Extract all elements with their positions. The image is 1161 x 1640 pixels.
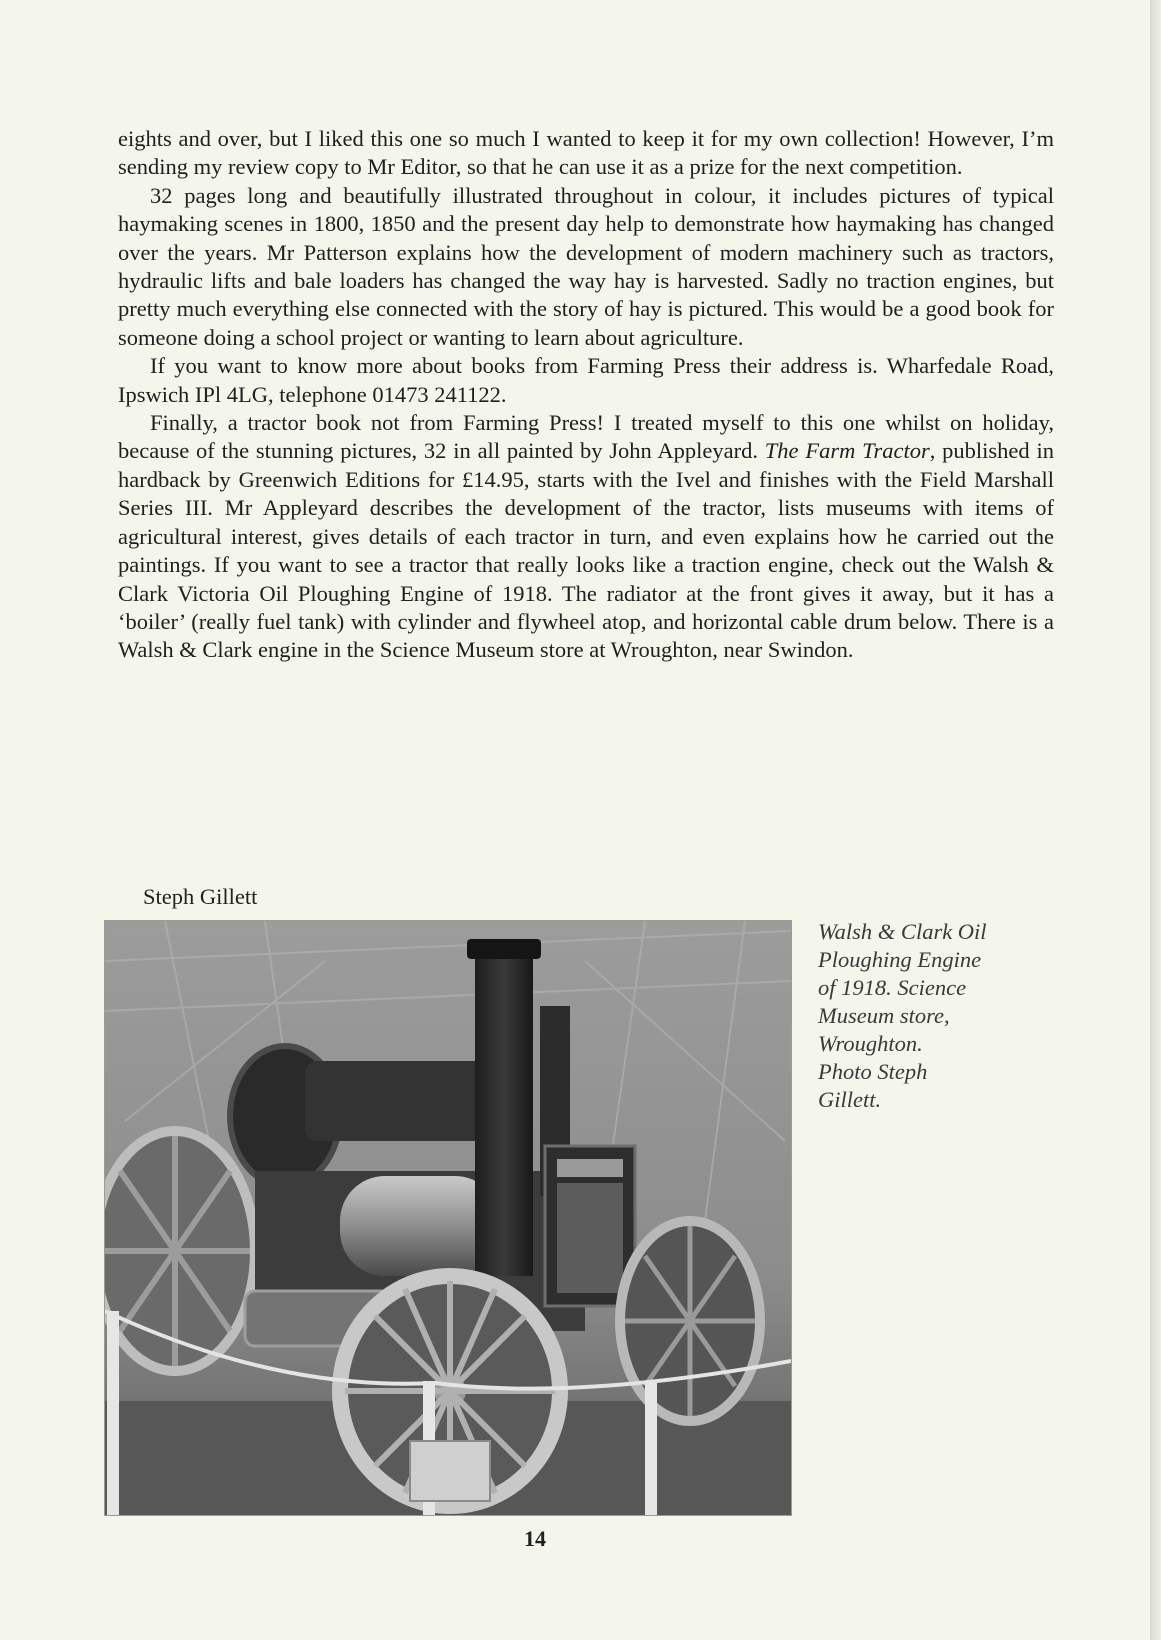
caption-line: Museum store, xyxy=(818,1003,950,1028)
page-number: 14 xyxy=(524,1526,546,1551)
article-body xyxy=(118,125,1054,665)
author-signature: Steph Gillett xyxy=(143,884,258,909)
caption-line: Gillett. xyxy=(818,1087,882,1112)
page-edge xyxy=(1150,0,1161,1640)
rear-wheel xyxy=(105,1131,255,1371)
paragraph-4 xyxy=(118,409,1054,665)
engine-photo xyxy=(104,920,792,1516)
caption-line: Photo Steph xyxy=(818,1059,928,1084)
photo-caption xyxy=(818,918,1048,1114)
paragraph-3: If you want to know more about books from Farming Press their address is. Wharfedale Road, Ipswich IPl 4LG, telephone 01473 241122. xyxy=(118,353,1054,407)
caption-line: of 1918. Science xyxy=(818,975,967,1000)
paragraph-4-part-2: , published in hardback by Greenwich Editions for £14.95, starts with the Ivel and finishes with the Field Marshall Series III. Mr Appleyard describes the development of the tractor, lists museums with items of agricultural interest, gives details of each tractor in turn, and even explains how he carried out the paintings. If you want to see a tractor that really looks like a traction engine, check out the Walsh & Clark Victoria Oil Ploughing Engine of 1918. The radiator at the front gives it away, but it has a ‘boiler’ (really fuel tank) with cylinder and flywheel atop, and horizontal cable drum below. There is a Walsh & Clark engine in the Science Museum store at Wroughton, near Swindon. xyxy=(118,438,1054,663)
caption-line: Walsh & Clark Oil xyxy=(818,919,987,944)
book-title: The Farm Tractor xyxy=(764,438,930,464)
caption-line: Wroughton. xyxy=(818,1031,923,1056)
paragraph-1: eights and over, but I liked this one so much I wanted to keep it for my own collection! However, I’m sending my review copy to Mr Editor, so that he can use it as a prize for the next competition. xyxy=(118,126,1054,180)
paragraph-4-part-1: Finally, a tractor book not from Farming Press! I treated myself to this one whilst on holiday, because of the stunning pictures, 32 in all painted by John Appleyard. xyxy=(118,410,1054,464)
paragraph-2: 32 pages long and beautifully illustrated throughout in colour, it includes pictures of typical haymaking scenes in 1800, 1850 and the present day help to demonstrate how haymaking has changed over the years. Mr Patterson explains how the development of modern machinery such as tractors, hydraulic lifts and bale loaders has changed the way hay is harvested. Sadly no traction engines, but pretty much everything else connected with the story of hay is pictured. This would be a good book for someone doing a school project or wanting to learn about agriculture. xyxy=(118,182,1054,350)
caption-line: Ploughing Engine xyxy=(818,947,982,972)
engine-photo-illustration xyxy=(105,921,791,1515)
front-wheel-right xyxy=(620,1221,760,1421)
